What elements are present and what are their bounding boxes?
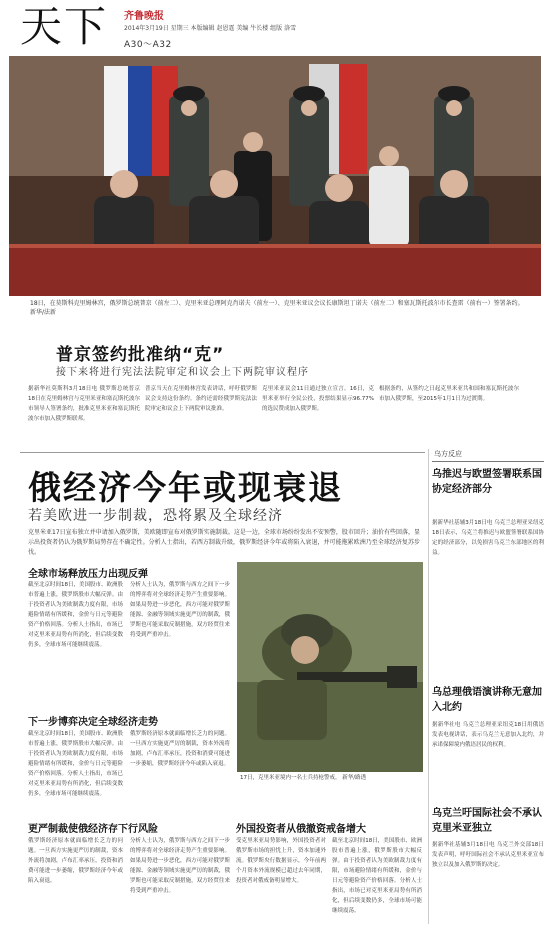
economy-section-1-title: 全球市场释放压力出现反弹: [28, 569, 148, 580]
economy-section-1-col2: 分析人士认为，俄罗斯与西方之间下一步的博弈将对全球经济走势产生重要影响。如果局势进一步恶化，西方可能对俄罗斯能源、金融等领域实施更严厉的制裁，俄罗斯也可能采取反制措施，双方经贸往来将受到严重冲击。: [130, 582, 230, 638]
sidebar-tag: 乌方反应: [432, 449, 544, 462]
economy-headline: 俄经济今年或现衰退: [28, 468, 343, 507]
soldier-photo-caption: 17日，克里米亚境内一名士兵持枪警戒。 新华/路透: [240, 775, 367, 781]
sidebar-item2-title: 乌总理俄语演讲称无意加入北约: [432, 687, 542, 713]
sidebar-item2-text: 据新华社电 乌克兰总理亚采纽克18日用俄语发表电视讲话，表示乌克兰无意加入北约，并承诺保障境内俄语居民的权利。: [432, 722, 544, 748]
economy-section-2-col2: 俄罗斯经济原本就面临增长乏力的问题。一旦西方实施更严厉的制裁，资本外流将加剧，卢布汇率承压，投资和消费可能进一步萎缩，俄罗斯经济今年或陷入衰退。: [130, 731, 230, 767]
sidebar-item1-title: 乌推迟与欧盟签署联系国协定经济部分: [432, 469, 542, 495]
economy-subheadline: 若美欧进一步制裁，恐将累及全球经济: [28, 508, 283, 524]
economy-section-3-col2: 分析人士认为，俄罗斯与西方之间下一步的博弈将对全球经济走势产生重要影响。如果局势进一步恶化，西方可能对俄罗斯能源、金融等领域实施更严厉的制裁，俄罗斯也可能采取反制措施，双方经贸往来将受到严重冲击。: [130, 838, 230, 894]
putin-article-col1: 据新华社莫斯科3月18日电 俄罗斯总统普京18日在克里姆林宫与克里米亚和塞瓦斯托波尔市领导人签署条约，批准克里米亚和塞瓦斯托波尔市加入俄罗斯联邦。: [28, 386, 140, 422]
sidebar-item1-text: 据新华社基辅3月18日电 乌克兰总理亚采纽克18日表示，乌克兰将推迟与欧盟签署联系国协定的经济部分，以免损害乌克兰东部地区的利益。: [432, 520, 544, 556]
putin-article-col2: 普京当天在克里姆林宫发表讲话，呼吁俄罗斯议会支持这份条约。条约还需经俄罗斯宪法法院审定和议会上下两院审议批准。: [145, 386, 257, 412]
divider: [20, 452, 425, 453]
signing-ceremony-photo: [9, 56, 541, 296]
page-header: [0, 0, 550, 56]
economy-section-3-col1: 俄罗斯经济原本就面临增长乏力的问题。一旦西方实施更严厉的制裁，资本外流将加剧，卢布汇率承压，投资和消费可能进一步萎缩，俄罗斯经济今年或陷入衰退。: [28, 838, 123, 884]
photo-caption: 18日，在莫斯科克里姆林宫，俄罗斯总统普京（前左二）、克里米亚总理阿克肖诺夫（前左一）、克里米亚议会议长康斯坦丁诺夫（前左二）和塞瓦斯托波尔市长查雷（前右一）签署条约。 新华/法新: [30, 300, 524, 316]
sidebar-item3-text: 据新华社基辅3月18日电 乌克兰外交部18日发表声明，呼吁国际社会不承认克里米亚宣布独立以及加入俄罗斯的决定。: [432, 842, 544, 868]
signing-photo-illustration: [9, 56, 541, 296]
sidebar-item3-title: 乌克兰吁国际社会不承认克里米亚独立: [432, 808, 542, 834]
economy-section-2-title: 下一步博弈决定全球经济走势: [28, 717, 158, 728]
economy-section-4-col2: 截至北京时间18日，美国股市、欧洲股市普遍上涨，俄罗斯股市大幅反弹。由于投资者认为美欧制裁力度有限，市场避险情绪有所缓和，金价与日元等避险资产价格回落。分析人士指出，市场已对克里米亚局势有所消化，但后续变数仍多，全球市场可能继续震荡。: [332, 838, 422, 914]
page-range: A30～A32: [124, 40, 172, 50]
putin-article-col3: 克里米亚议会11日通过独立宣言。16日，克里米亚举行全民公投，投票结果显示96.77%的选民赞成加入俄罗斯。: [262, 386, 374, 412]
section-title: 天下: [20, 2, 109, 51]
putin-article-col4: 根据条约，从签约之日起克里米亚共和国和塞瓦斯托波尔市加入俄罗斯，至2015年1月1日为过渡期。: [379, 386, 519, 402]
putin-headline: 普京签约批准纳“克”: [56, 345, 225, 365]
soldier-photo: [237, 562, 423, 772]
dateline: 2014年3月19日 星期三 本版编辑 赵恩霆 美编 牛长楼 组版 洛雪: [124, 25, 297, 32]
economy-section-3-title: 更严制裁使俄经济存下行风险: [28, 824, 158, 835]
economy-section-1-col1: 截至北京时间18日，美国股市、欧洲股市普遍上涨，俄罗斯股市大幅反弹。由于投资者认为美欧制裁力度有限，市场避险情绪有所缓和，金价与日元等避险资产价格回落。分析人士指出，市场已对克里米亚局势有所消化，但后续变数仍多，全球市场可能继续震荡。: [28, 582, 123, 648]
putin-subheadline: 接下来将进行宪法法院审定和议会上下两院审议程序: [56, 367, 309, 378]
economy-lede: 克里米亚17日宣布独立并申请加入俄罗斯，美欧随即宣布对俄罗斯实施制裁。这是一边，全球市场纷纷发出不安预警，股市回升；油价有些回落，显示出投资者仍认为俄罗斯局势存在不确定性。分析人士指出，若西方制裁升级，俄罗斯经济今年或将陷入衰退，并可能拖累欧洲乃至全球经济复苏步伐。: [28, 529, 420, 556]
soldier-photo-illustration: [237, 562, 423, 772]
economy-section-4-title: 外国投资者从俄撤资戒备增大: [236, 824, 366, 835]
economy-section-4-col1: 受克里米亚局势影响，外国投资者对俄罗斯市场的担忧上升，资本加速外流。俄罗斯央行数据显示，今年前两个月资本外流规模已超过去年同期，投资者对俄戒备明显增大。: [236, 838, 326, 884]
newspaper-logo: 齐鲁晚报: [124, 11, 164, 22]
column-divider: [428, 449, 429, 924]
economy-section-2-col1: 截至北京时间18日，美国股市、欧洲股市普遍上涨，俄罗斯股市大幅反弹。由于投资者认为美欧制裁力度有限，市场避险情绪有所缓和，金价与日元等避险资产价格回落。分析人士指出，市场已对克里米亚局势有所消化，但后续变数仍多，全球市场可能继续震荡。: [28, 731, 123, 797]
